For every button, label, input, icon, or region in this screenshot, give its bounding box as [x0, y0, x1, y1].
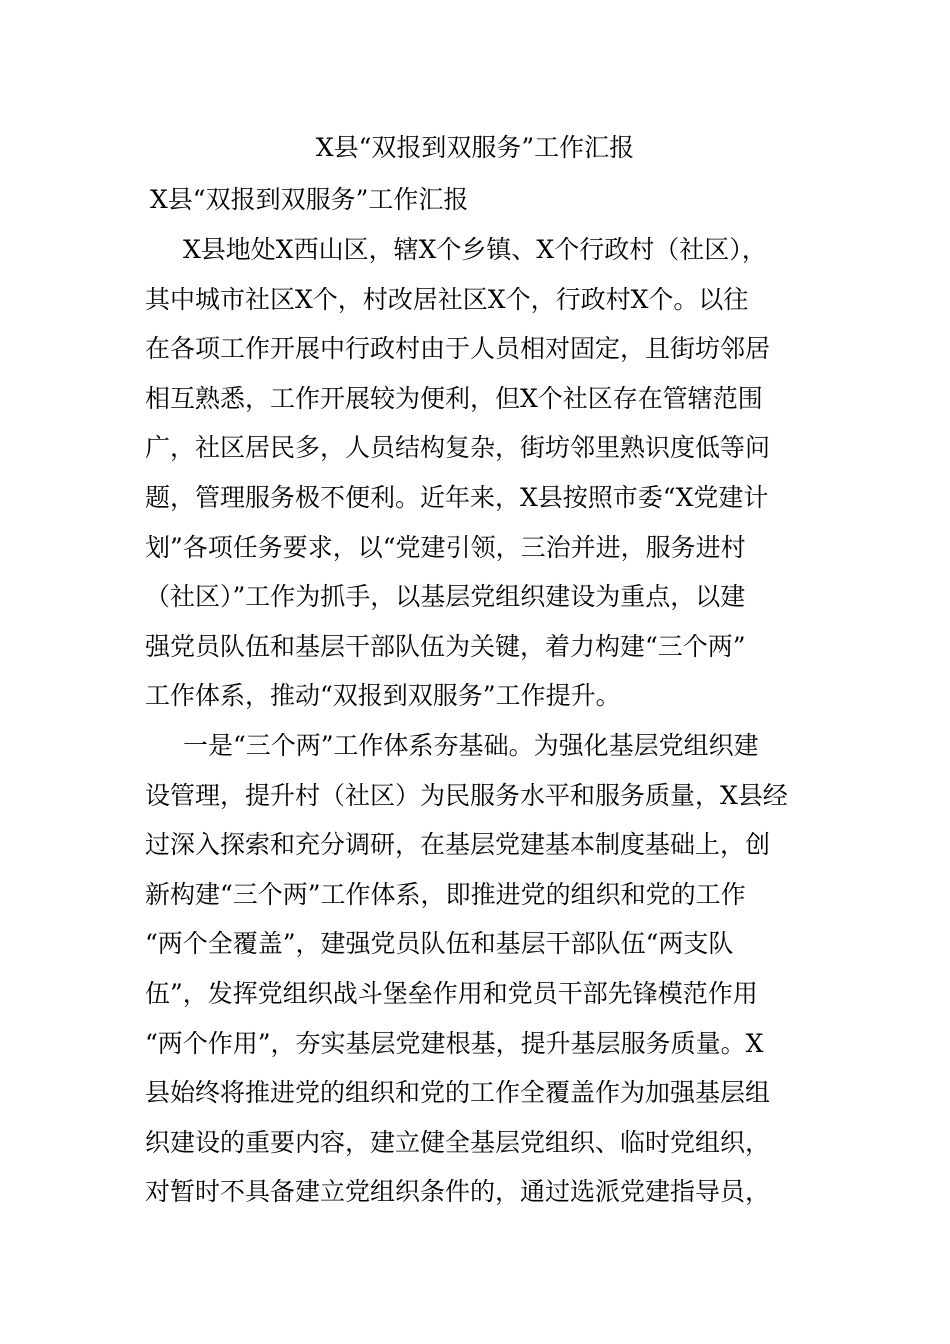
document-title: X县“双报到双服务”工作汇报: [315, 133, 635, 162]
document-subtitle: X县“双报到双服务”工作汇报: [150, 185, 469, 214]
paragraph-1-line: 广，社区居民多，人员结构复杂，街坊邻里熟识度低等问: [145, 433, 771, 463]
paragraph-2-line: 一是“三个两”工作体系夯基础。为强化基层党组织建: [183, 730, 759, 760]
paragraph-1-line: 题，管理服务极不便利。近年来，X县按照市委“X党建计: [145, 482, 769, 512]
paragraph-2-line: “两个作用”，夯实基层党建根基，提升基层服务质量。X: [145, 1028, 764, 1058]
paragraph-2-line: 县始终将推进党的组织和党的工作全覆盖作为加强基层组: [145, 1078, 771, 1108]
document-body: [145, 232, 825, 1224]
paragraph-1-line: （社区）”工作为抓手，以基层党组织建设为重点，以建: [145, 582, 746, 612]
paragraph-1-line: 强党员队伍和基层干部队伍为关键，着力构建“三个两”: [145, 631, 746, 661]
paragraph-2-line: 对暂时不具备建立党组织条件的，通过选派党建指导员，: [145, 1177, 771, 1207]
paragraph-2-line: 新构建“三个两”工作体系，即推进党的组织和党的工作: [145, 879, 746, 909]
paragraph-2-line: 织建设的重要内容，建立健全基层党组织、临时党组织，: [145, 1127, 771, 1157]
paragraph-1-line: 工作体系，推动“双报到双服务”工作提升。: [145, 681, 621, 711]
paragraph-2-line: 伍”，发挥党组织战斗堡垒作用和党员干部先锋模范作用: [145, 978, 758, 1008]
paragraph-2-line: 过深入探索和充分调研，在基层党建基本制度基础上，创: [145, 830, 771, 860]
paragraph-2-line: “两个全覆盖”，建强党员队伍和基层干部队伍“两支队: [145, 929, 734, 959]
paragraph-1-line: X县地处X西山区，辖X个乡镇、X个行政村（社区），: [183, 235, 767, 264]
paragraph-1-line: 其中城市社区X个，村改居社区X个，行政村X个。以往: [145, 284, 749, 314]
paragraph-1-line: 在各项工作开展中行政村由于人员相对固定，且街坊邻居: [145, 334, 771, 364]
paragraph-1-line: 划”各项任务要求，以“党建引领，三治并进，服务进村: [145, 532, 746, 562]
paragraph-1-line: 相互熟悉，工作开展较为便利，但X个社区存在管辖范围: [145, 383, 763, 413]
paragraph-2-line: 设管理，提升村（社区）为民服务水平和服务质量，X县经: [145, 780, 788, 810]
